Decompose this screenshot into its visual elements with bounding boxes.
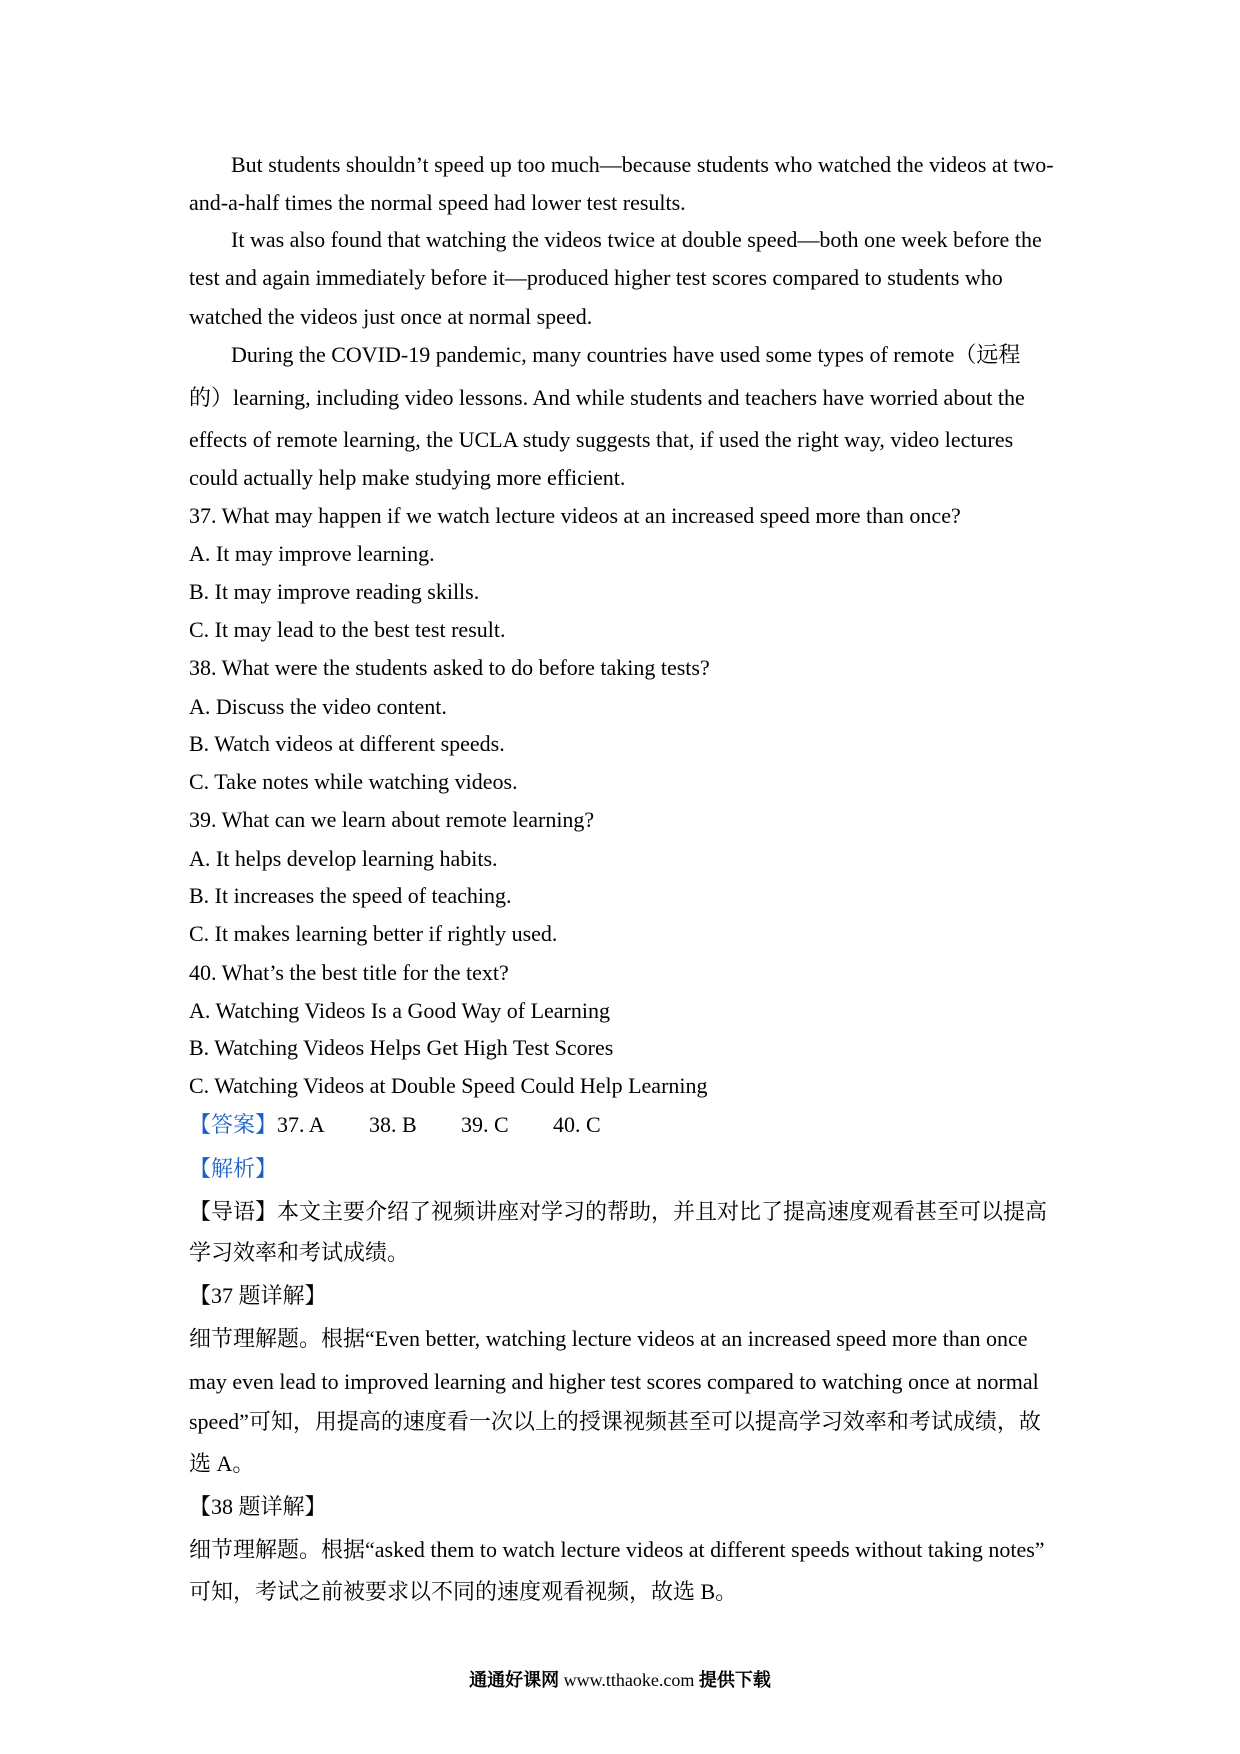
passage-line: effects of remote learning, the UCLA study suggests that, if used the right way, video lectures [189, 427, 1014, 452]
answer-line [189, 1106, 1060, 1144]
intro-line [189, 1193, 1060, 1231]
answer-38: 38. B [369, 1112, 417, 1137]
detail-38-line: 可知，考试之前被要求以不同的速度观看视频，故选 B。 [189, 1579, 738, 1604]
page-footer [0, 1668, 1240, 1692]
footer-site-name: 通通好课网 [469, 1670, 560, 1690]
detail-38-label: 【38 题详解】 [189, 1494, 327, 1519]
footer-url: www.tthaoke.com [563, 1670, 695, 1690]
intro-label: 【导语】 [189, 1199, 278, 1224]
passage-line: But students shouldn’t speed up too much—because students who watched the videos at two- [231, 152, 1054, 177]
passage-line: It was also found that watching the videos twice at double speed—both one week before the [231, 227, 1042, 252]
passage-line: and-a-half times the normal speed had lower test results. [189, 190, 686, 215]
footer-suffix: 提供下载 [698, 1670, 771, 1690]
detail-37-label: 【37 题详解】 [189, 1283, 327, 1308]
question-39-option-b: B. It increases the speed of teaching. [189, 883, 512, 908]
question-39-option-c: C. It makes learning better if rightly used. [189, 921, 558, 946]
analysis-label: 【解析】 [189, 1156, 278, 1181]
question-38-option-c: C. Take notes while watching videos. [189, 769, 518, 794]
question-40-option-b: B. Watching Videos Helps Get High Test Scores [189, 1035, 614, 1060]
question-37-option-b: B. It may improve reading skills. [189, 579, 480, 604]
question-40-stem: 40. What’s the best title for the text? [189, 960, 509, 985]
question-38-stem: 38. What were the students asked to do before taking tests? [189, 655, 710, 680]
passage-line: could actually help make studying more efficient. [189, 465, 626, 490]
intro-text: 本文主要介绍了视频讲座对学习的帮助，并且对比了提高速度观看甚至可以提高 [277, 1199, 1048, 1224]
detail-37-line: may even lead to improved learning and higher test scores compared to watching once at normal [189, 1369, 1039, 1394]
answer-37: 37. A [277, 1112, 325, 1137]
passage-line: test and again immediately before it—produced higher test scores compared to students who [189, 265, 1003, 290]
question-38-option-b: B. Watch videos at different speeds. [189, 731, 505, 756]
detail-37-line: 选 A。 [189, 1451, 255, 1476]
detail-37-line: 细节理解题。根据“Even better, watching lecture videos at an increased speed more than once [189, 1326, 1028, 1351]
question-38-option-a: A. Discuss the video content. [189, 694, 447, 719]
answer-39: 39. C [461, 1112, 509, 1137]
question-37-option-c: C. It may lead to the best test result. [189, 617, 506, 642]
detail-37-line: speed”可知，用提高的速度看一次以上的授课视频甚至可以提高学习效率和考试成绩，故 [189, 1409, 1041, 1434]
passage-line: watched the videos just once at normal speed. [189, 304, 593, 329]
question-39-option-a: A. It helps develop learning habits. [189, 846, 498, 871]
question-37-stem: 37. What may happen if we watch lecture videos at an increased speed more than once? [189, 503, 961, 528]
answer-label: 【答案】 [189, 1112, 278, 1137]
answer-40: 40. C [553, 1112, 601, 1137]
question-37-option-a: A. It may improve learning. [189, 541, 435, 566]
question-40-option-c: C. Watching Videos at Double Speed Could Help Learning [189, 1073, 708, 1098]
detail-38-line: 细节理解题。根据“asked them to watch lecture videos at different speeds without taking notes” [189, 1537, 1045, 1562]
intro-line: 学习效率和考试成绩。 [189, 1240, 410, 1265]
question-40-option-a: A. Watching Videos Is a Good Way of Learning [189, 998, 610, 1023]
passage-line: During the COVID-19 pandemic, many countries have used some types of remote（远程 [231, 342, 1021, 367]
question-39-stem: 39. What can we learn about remote learning? [189, 807, 595, 832]
passage-line: 的）learning, including video lessons. And while students and teachers have worried about the [189, 385, 1025, 410]
